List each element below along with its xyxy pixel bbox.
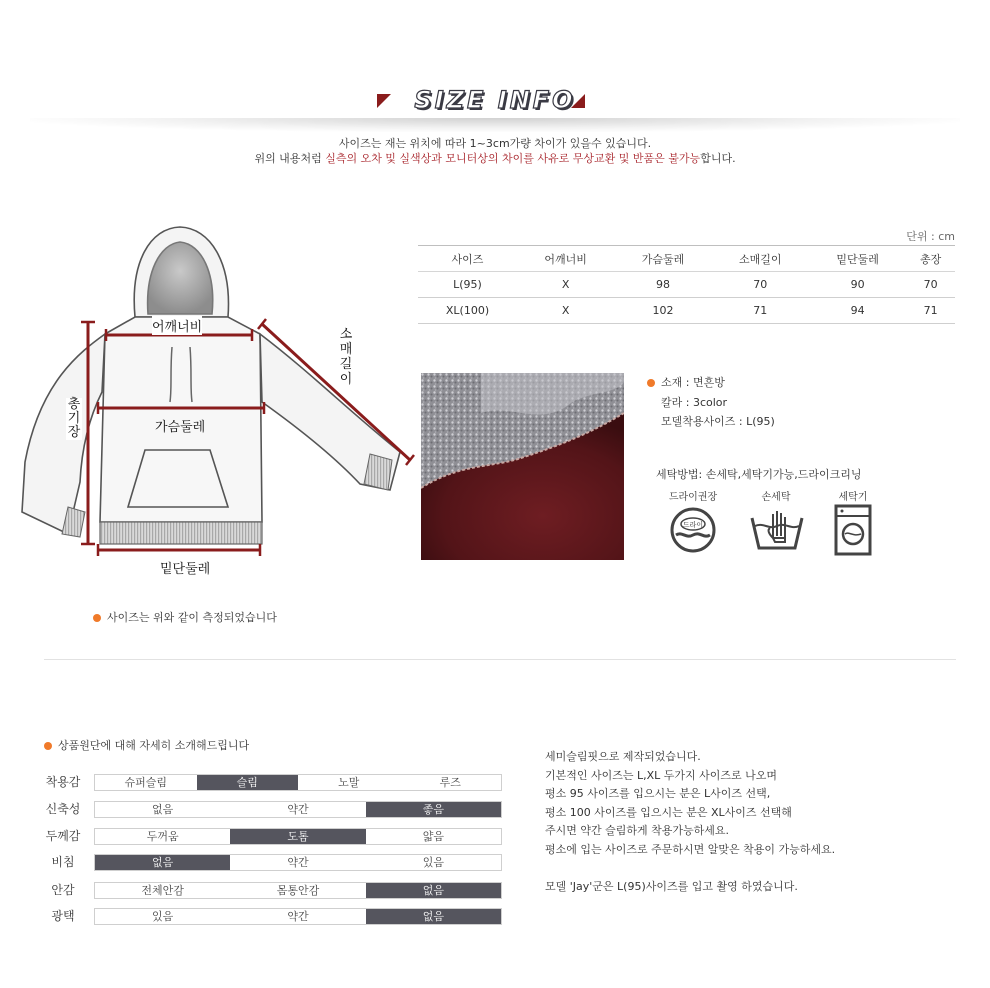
fabric-rating-option: 약간 — [287, 803, 309, 816]
description-line: 모델 'Jay'군은 L(95)사이즈를 입고 촬영 하였습니다. — [545, 879, 798, 893]
dry-clean-icon-text: 드라이 — [682, 521, 704, 529]
description-line: 기본적인 사이즈는 L,XL 두가지 사이즈로 나오며 — [545, 768, 778, 782]
fabric-rating-option: 약간 — [287, 910, 309, 923]
hem-rib — [100, 522, 262, 544]
fabric-rating-option: 전체안감 — [141, 884, 184, 897]
product-description — [545, 748, 965, 896]
description-line — [545, 859, 965, 878]
dry-clean-icon — [668, 505, 718, 555]
fabric-rating-option: 슈퍼슬림 — [124, 776, 167, 789]
care-label-hand: 손세탁 — [761, 492, 791, 503]
material-fabric — [647, 374, 725, 390]
care-label-dry: 드라이권장 — [668, 492, 718, 503]
page-title: SIZE INFO — [414, 86, 576, 114]
bullet-icon — [93, 614, 101, 622]
fabric-rating-bar — [94, 801, 502, 818]
hand-wash-icon — [749, 508, 805, 552]
table-cell: 70 — [923, 278, 938, 291]
length-label — [66, 398, 82, 440]
sleeve-label-char: 매 — [339, 342, 353, 357]
table-cell: 70 — [753, 278, 768, 291]
fabric-rating-row — [44, 828, 504, 845]
fabric-rating-row — [44, 774, 504, 791]
size-table-header — [418, 246, 955, 272]
measure-note — [93, 609, 277, 625]
size-table — [418, 245, 955, 324]
sleeve-label-char: 이 — [339, 372, 353, 387]
sleeve-label-char: 길 — [339, 357, 353, 372]
wash-method: 세탁방법: 손세탁,세탁기가능,드라이크리닝 — [656, 468, 862, 481]
fabric-rating-bar — [94, 774, 502, 791]
notice-line-2 — [0, 150, 990, 166]
notice-line-1: 사이즈는 재는 위치에 따라 1~3cm가량 차이가 있을수 있습니다. — [338, 137, 652, 150]
description-line: 평소 95 사이즈를 입으시는 분은 L사이즈 선택, — [545, 787, 771, 800]
description-line: 세미슬림핏으로 제작되었습니다. — [545, 750, 701, 763]
measure-note-text: 사이즈는 위와 같이 측정되었습니다 — [107, 611, 277, 624]
table-cell: XL(100) — [445, 304, 490, 317]
fabric-rating-option: 도톰 — [230, 829, 365, 844]
table-cell: 94 — [850, 304, 865, 317]
length-label-char: 총 — [67, 397, 81, 412]
fabric-rating-option: 없음 — [95, 855, 230, 870]
sleeve-label — [338, 327, 354, 387]
fabric-rating-option: 있음 — [422, 856, 444, 869]
material-fabric-text: 소재 : 면흔방 — [661, 376, 725, 389]
fabric-rating-option: 없음 — [366, 909, 501, 924]
fabric-rating-option: 루즈 — [439, 776, 461, 789]
sleeve-label-char: 소 — [339, 327, 353, 342]
fabric-rating-bar — [94, 828, 502, 845]
table-cell: 71 — [923, 304, 938, 317]
section-divider — [44, 659, 956, 660]
table-cell: 102 — [652, 304, 674, 317]
care-label-machine: 세탁기 — [838, 492, 868, 503]
header-cell: 어깨너비 — [544, 252, 587, 266]
header-cell: 밑단둘레 — [836, 252, 879, 266]
header-cell: 가슴둘레 — [641, 252, 685, 266]
fabric-photo — [421, 373, 624, 560]
fabric-rating-option: 노말 — [338, 776, 360, 789]
description-line: 평소에 입는 사이즈로 주문하시면 알맞은 착용이 가능하세요. — [545, 842, 836, 856]
table-cell: 90 — [850, 278, 865, 291]
fabric-rating-row — [44, 801, 504, 818]
fabric-rating-row — [44, 854, 504, 871]
bullet-icon — [647, 379, 655, 387]
table-row — [418, 298, 955, 324]
title-ornament-right — [571, 94, 585, 108]
fabric-rating-option: 없음 — [366, 883, 501, 898]
fabric-rating-bar — [94, 908, 502, 925]
title-shadow — [30, 118, 960, 132]
description-line: 주시면 약간 슬림하게 착용가능하세요. — [545, 824, 730, 837]
fabric-rating-label: 광택 — [51, 909, 75, 923]
notice-prefix: 위의 내용처럼 — [254, 152, 326, 165]
washing-machine-icon — [833, 503, 873, 557]
fabric-rating-option: 있음 — [152, 910, 174, 923]
fabric-rating-label: 안감 — [51, 883, 75, 897]
shoulder-label: 어깨너비 — [152, 316, 202, 335]
table-cell: X — [561, 304, 570, 317]
length-label-char: 장 — [67, 425, 81, 440]
fabric-rating-option: 몸통안감 — [276, 884, 320, 897]
chest-label: 가슴둘레 — [155, 420, 206, 435]
fabric-rating-option: 없음 — [152, 803, 174, 816]
header-cell: 사이즈 — [451, 252, 484, 266]
fabric-rating-label: 신축성 — [45, 802, 81, 816]
fabric-detail-heading — [44, 737, 249, 753]
fabric-rating-option: 약간 — [287, 856, 309, 869]
fabric-detail-heading-text: 상품원단에 대해 자세히 소개해드립니다 — [58, 739, 250, 752]
bullet-icon — [44, 742, 52, 750]
fabric-rating-option: 두꺼움 — [146, 830, 179, 843]
table-cell: 98 — [655, 278, 670, 291]
unit-label: 단위 : cm — [906, 230, 955, 243]
model-size: 모델착용사이즈 : L(95) — [661, 415, 775, 428]
fabric-rating-label: 착용감 — [45, 775, 81, 789]
notice-suffix: 합니다. — [700, 152, 736, 165]
table-cell: 71 — [753, 304, 768, 317]
fabric-rating-label: 두께감 — [45, 829, 81, 843]
fabric-rating-option: 얇음 — [422, 830, 444, 843]
fabric-rating-row — [44, 882, 504, 899]
fabric-rating-option: 슬림 — [197, 775, 299, 790]
description-line: 평소 100 사이즈를 입으시는 분은 XL사이즈 선택해 — [545, 805, 792, 819]
fabric-rating-bar — [94, 854, 502, 871]
table-cell: X — [561, 278, 570, 291]
table-cell: L(95) — [453, 278, 482, 291]
title-banner — [0, 86, 990, 118]
length-label-char: 기 — [67, 411, 81, 426]
material-color: 칼라 : 3color — [661, 396, 728, 409]
notice-highlight: 실측의 오차 및 실색상과 모니터상의 차이를 사유로 무상교환 및 반품은 불가능 — [325, 152, 701, 165]
header-cell: 소매길이 — [739, 252, 782, 266]
fabric-rating-option: 좋음 — [366, 802, 501, 817]
header-cell: 총장 — [919, 252, 942, 266]
fabric-rating-label: 비침 — [51, 855, 75, 869]
fabric-rating-bar — [94, 882, 502, 899]
hem-label: 밑단둘레 — [160, 562, 211, 577]
fabric-rating-row — [44, 908, 504, 925]
table-row — [418, 272, 955, 298]
